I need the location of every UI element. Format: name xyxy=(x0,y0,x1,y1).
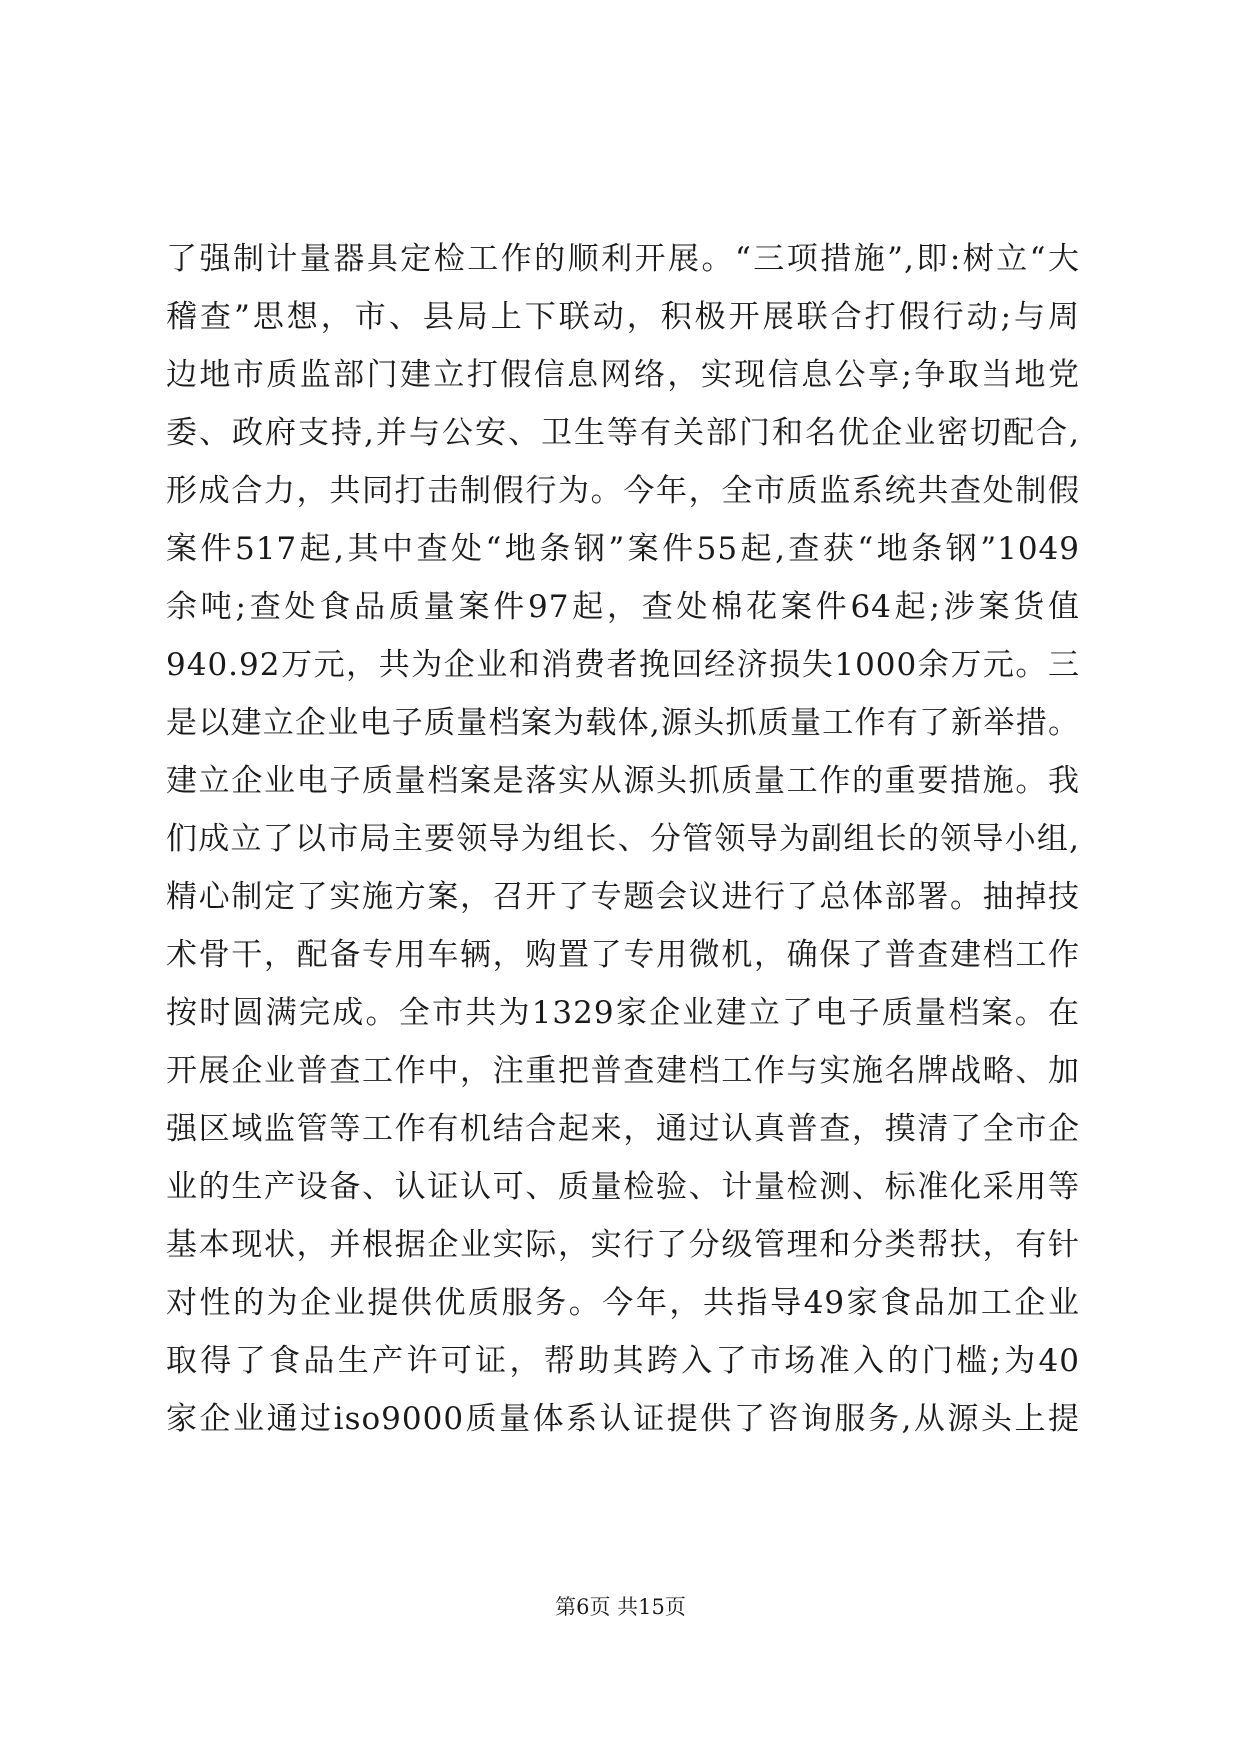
text-line: 边地市质监部门建立打假信息网络，实现信息公享;争取当地党 xyxy=(166,357,1080,393)
text-line: 建立企业电子质量档案是落实从源头抓质量工作的重要措施。我 xyxy=(166,763,1080,799)
text-line: 稽查”思想，市、县局上下联动，积极开展联合打假行动;与周 xyxy=(166,299,1080,335)
page-number-label: 第6页 共15页 xyxy=(555,1595,686,1619)
text-line: 开展企业普查工作中，注重把普查建档工作与实施名牌战略、加 xyxy=(166,1053,1080,1089)
text-line: 按时圆满完成。全市共为1329家企业建立了电子质量档案。在 xyxy=(166,995,1080,1031)
text-line: 940.92万元，共为企业和消费者挽回经济损失1000余万元。三 xyxy=(166,647,1080,683)
page-footer xyxy=(0,1592,1241,1622)
text-line: 对性的为企业提供优质服务。今年，共指导49家食品加工企业 xyxy=(166,1285,1080,1321)
text-line: 案件517起,其中查处“地条钢”案件55起,查获“地条钢”1049 xyxy=(166,531,1080,567)
text-line: 术骨干，配备专用车辆，购置了专用微机，确保了普查建档工作 xyxy=(166,937,1080,973)
text-line: 余吨;查处食品质量案件97起，查处棉花案件64起;涉案货值 xyxy=(166,589,1080,625)
text-line: 业的生产设备、认证认可、质量检验、计量检测、标准化采用等 xyxy=(166,1169,1080,1205)
text-line: 精心制定了实施方案，召开了专题会议进行了总体部署。抽掉技 xyxy=(166,879,1080,915)
text-line: 基本现状，并根据企业实际，实行了分级管理和分类帮扶，有针 xyxy=(166,1227,1080,1263)
text-line: 是以建立企业电子质量档案为载体,源头抓质量工作有了新举措。 xyxy=(166,705,1080,741)
text-line: 家企业通过iso9000质量体系认证提供了咨询服务,从源头上提 xyxy=(166,1401,1080,1437)
text-line: 形成合力，共同打击制假行为。今年，全市质监系统共查处制假 xyxy=(166,473,1080,509)
text-line: 取得了食品生产许可证，帮助其跨入了市场准入的门槛;为40 xyxy=(166,1343,1080,1379)
body-text xyxy=(166,230,1080,1448)
text-line: 们成立了以市局主要领导为组长、分管领导为副组长的领导小组, xyxy=(166,821,1080,857)
text-line: 了强制计量器具定检工作的顺利开展。“三项措施”,即:树立“大 xyxy=(166,241,1080,277)
text-line: 强区域监管等工作有机结合起来，通过认真普查，摸清了全市企 xyxy=(166,1111,1080,1147)
text-line: 委、政府支持,并与公安、卫生等有关部门和名优企业密切配合, xyxy=(166,415,1080,451)
